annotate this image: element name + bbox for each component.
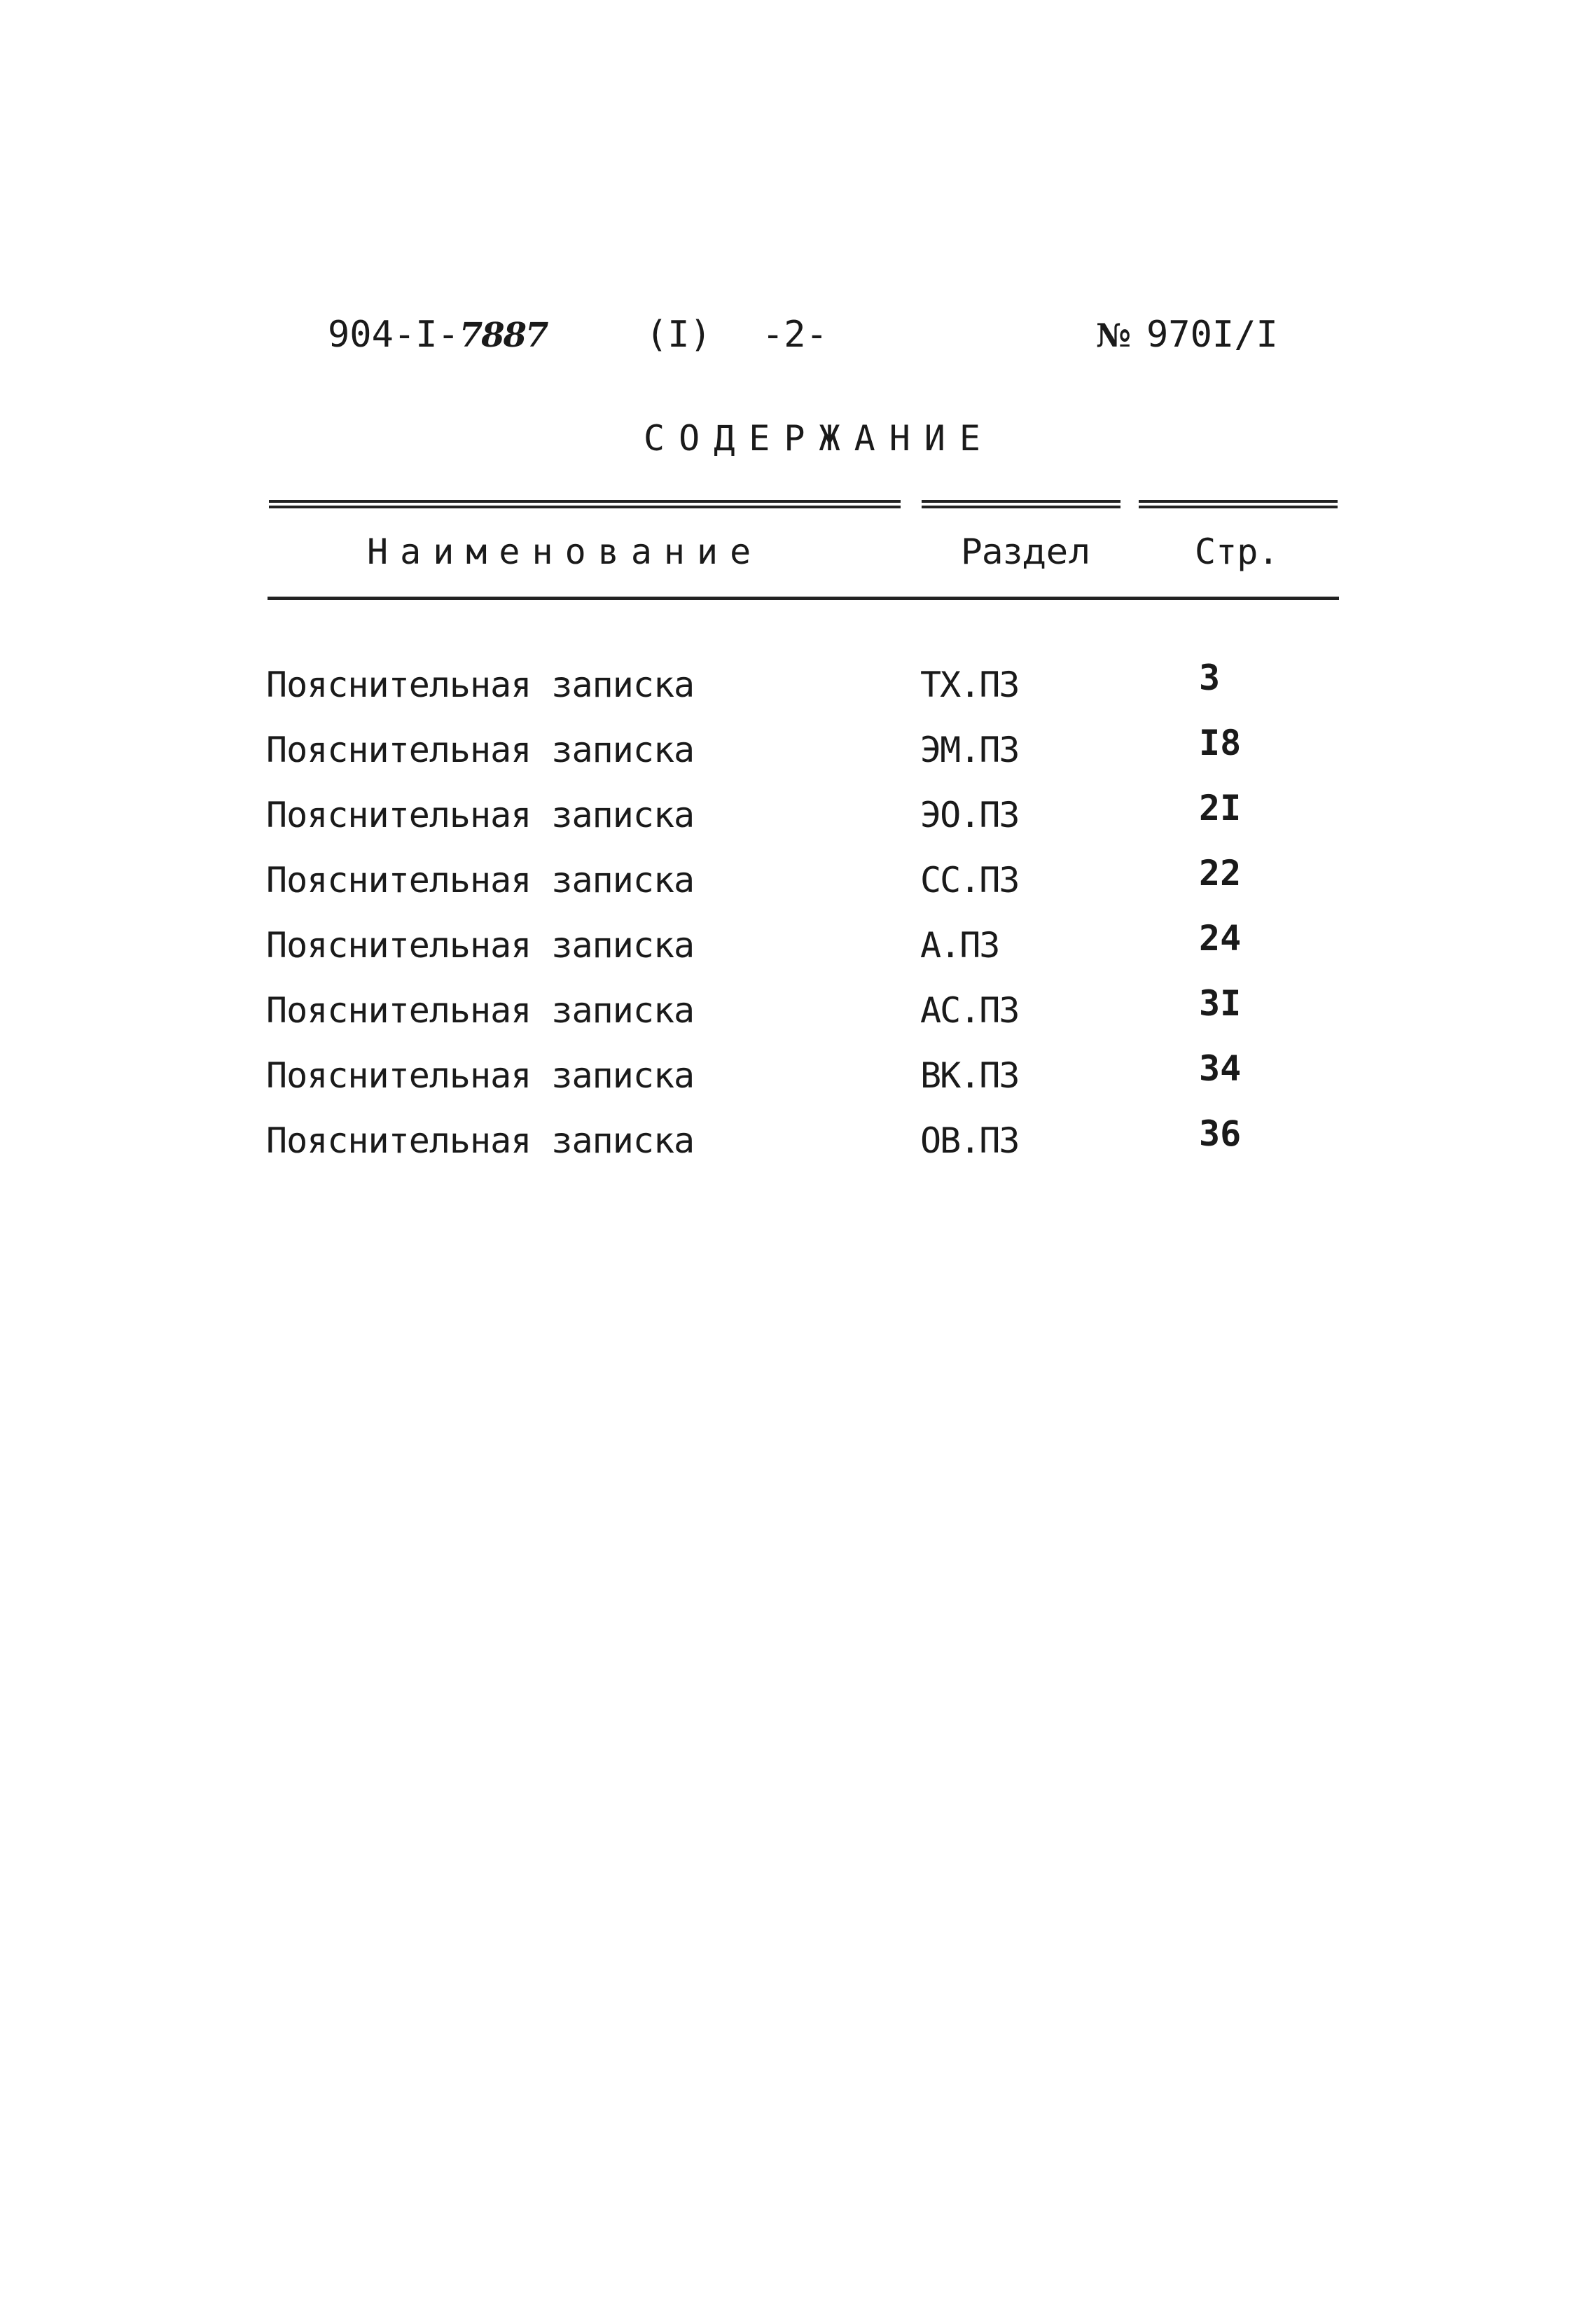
row-name: Пояснительная записка (266, 860, 695, 901)
page-title: СОДЕРЖАНИЕ (643, 418, 995, 459)
document-part: (I) (646, 314, 712, 356)
document-code-prefix: 904-I- (328, 314, 459, 356)
row-name: Пояснительная записка (266, 1055, 695, 1096)
row-page: 34 (1199, 1048, 1242, 1089)
row-page: 3 (1199, 658, 1221, 698)
table-row (0, 1048, 1596, 1111)
row-page: 36 (1199, 1113, 1242, 1154)
table-row (0, 658, 1596, 720)
row-section: ТХ.ПЗ (920, 665, 1019, 705)
table-row (0, 983, 1596, 1045)
row-section: СС.ПЗ (920, 860, 1019, 901)
document-code-handwritten: 7887 (459, 316, 548, 355)
row-name: Пояснительная записка (266, 1120, 695, 1161)
column-header-page: Стр. (1195, 531, 1279, 572)
table-top-rule-name (269, 500, 901, 508)
row-name: Пояснительная записка (266, 795, 695, 835)
number-sign: № (1096, 317, 1131, 354)
row-page: 2I (1199, 788, 1242, 828)
row-section: ВК.ПЗ (920, 1055, 1019, 1096)
row-section: АС.ПЗ (920, 990, 1019, 1031)
row-section: ЭО.ПЗ (920, 795, 1019, 835)
document-code (328, 314, 547, 356)
table-header-rule (268, 597, 1339, 600)
table-row (0, 1113, 1596, 1176)
row-name: Пояснительная записка (266, 925, 695, 966)
row-page: I8 (1199, 723, 1242, 763)
column-header-name: Наименование (367, 531, 763, 572)
row-section: А.ПЗ (920, 925, 999, 966)
table-row (0, 788, 1596, 850)
row-name: Пояснительная записка (266, 665, 695, 705)
row-page: 24 (1199, 918, 1242, 959)
row-section: ОВ.ПЗ (920, 1120, 1019, 1161)
page-number: -2- (762, 314, 828, 356)
inventory-number-value: 970I/I (1146, 314, 1278, 356)
table-row (0, 723, 1596, 785)
table-top-rule-section (922, 500, 1120, 508)
row-name: Пояснительная записка (266, 730, 695, 770)
table-top-rule-page (1139, 500, 1338, 508)
inventory-number (1096, 314, 1278, 356)
row-name: Пояснительная записка (266, 990, 695, 1031)
row-section: ЭМ.ПЗ (920, 730, 1019, 770)
table-row (0, 853, 1596, 915)
table-row (0, 918, 1596, 980)
column-header-section: Раздел (961, 531, 1090, 572)
row-page: 22 (1199, 853, 1242, 894)
row-page: 3I (1199, 983, 1242, 1024)
